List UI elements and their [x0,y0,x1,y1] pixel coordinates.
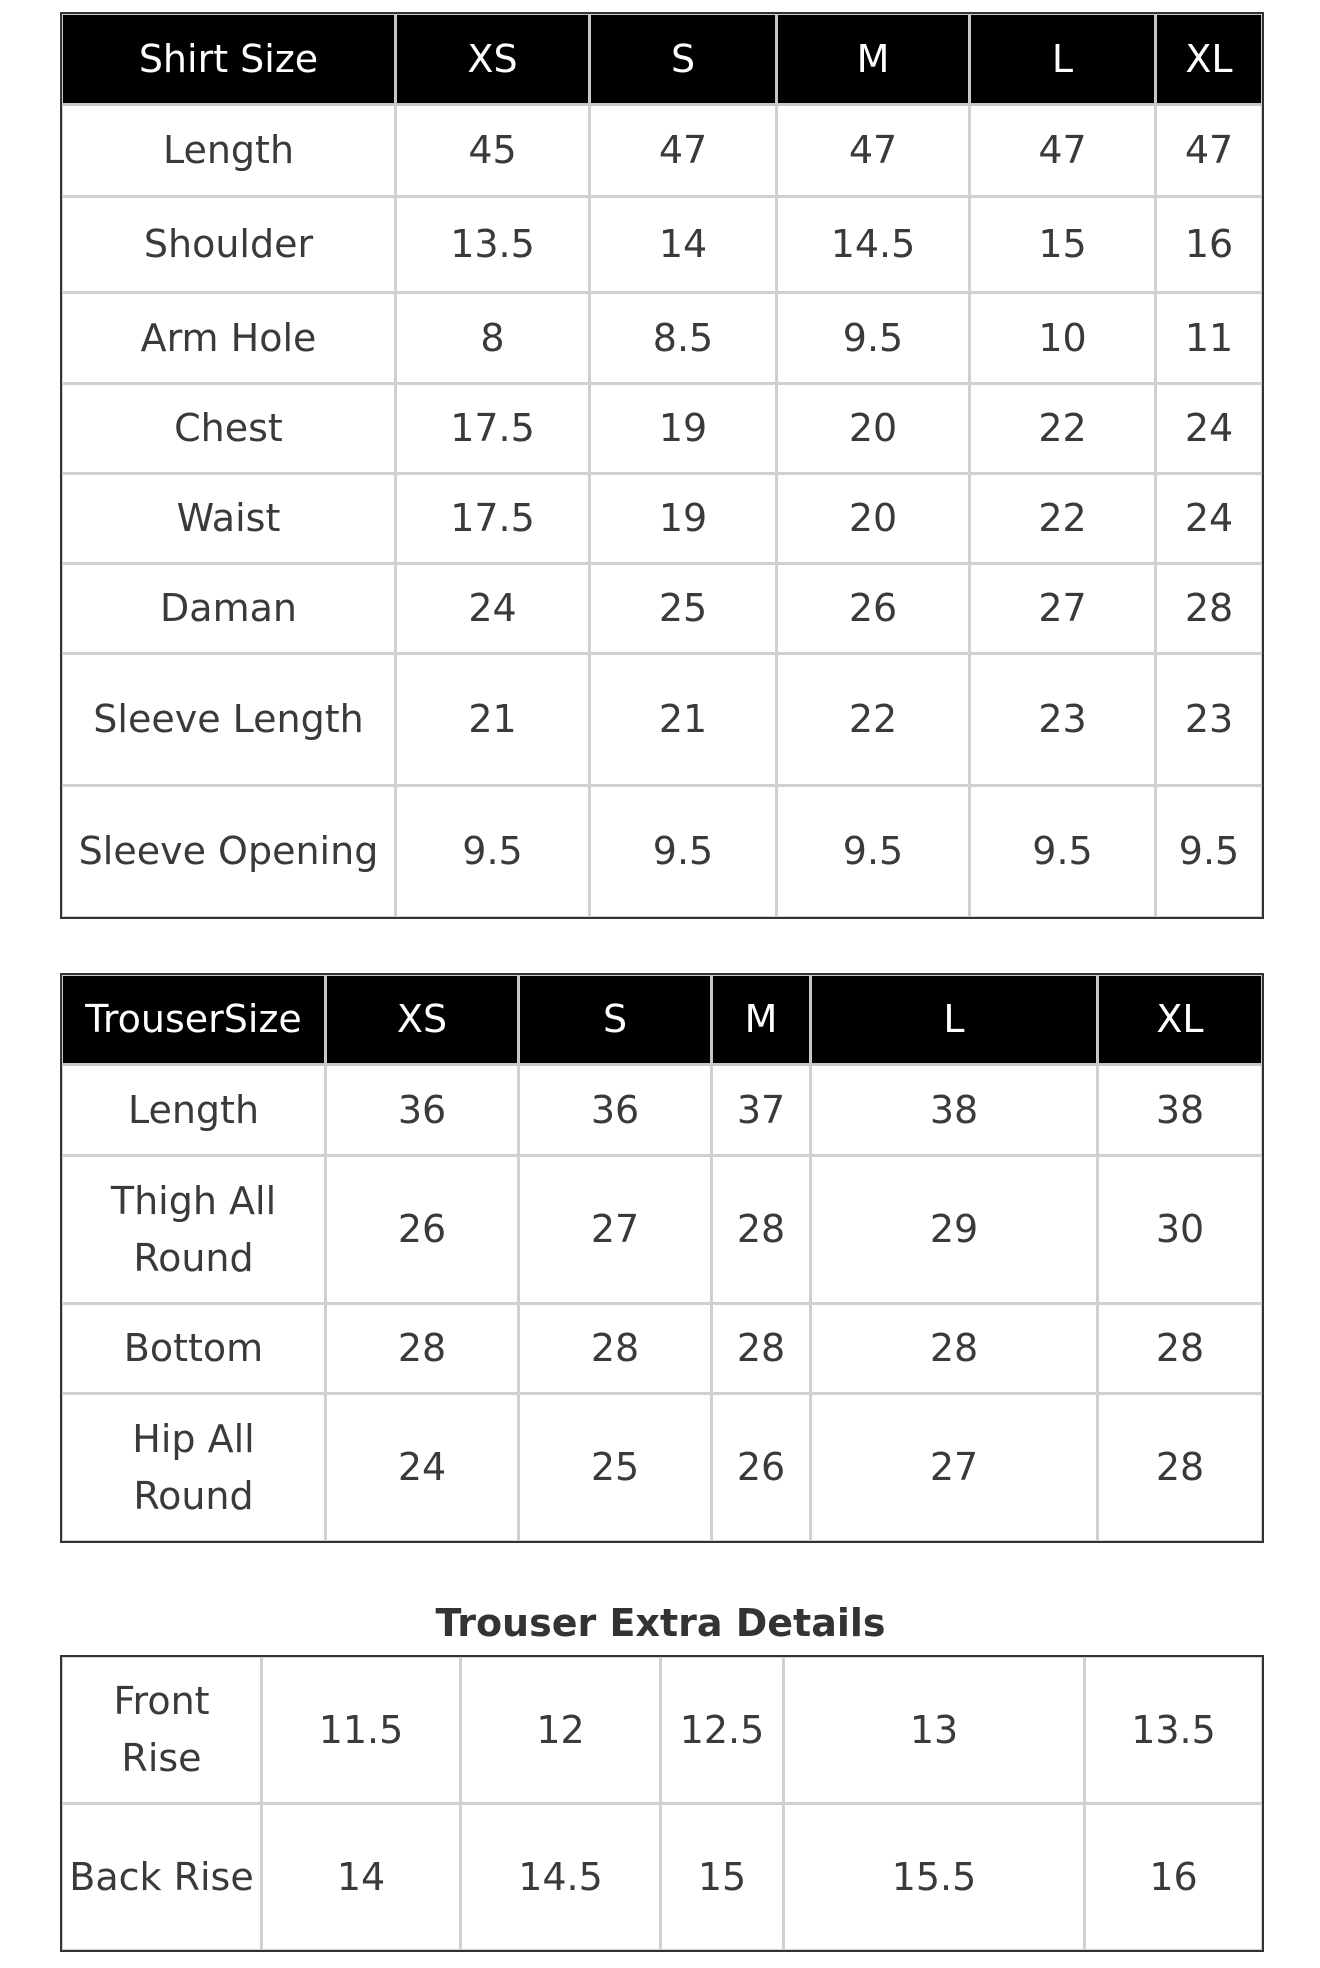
cell-value: 14 [262,1804,461,1951]
trouser-header-label: TrouserSize [62,975,326,1065]
cell-value: 12 [461,1657,661,1804]
cell-value: 9.5 [777,293,970,384]
cell-value: 9.5 [396,786,590,918]
cell-value: 36 [326,1065,519,1156]
cell-value: 25 [590,564,777,654]
cell-value: 14 [590,197,777,293]
cell-value: 11.5 [262,1657,461,1804]
cell-value: 14.5 [777,197,970,293]
cell-value: 47 [590,105,777,197]
cell-value: 8.5 [590,293,777,384]
shirt-header-xs: XS [396,14,590,105]
row-label: Front Rise [62,1657,262,1804]
cell-value: 9.5 [590,786,777,918]
cell-value: 19 [590,384,777,474]
cell-value: 22 [970,384,1156,474]
cell-value: 20 [777,474,970,564]
shirt-size-table [60,12,1264,919]
cell-value: 37 [712,1065,811,1156]
table-row [62,1156,1263,1304]
cell-value: 38 [811,1065,1098,1156]
table-row [62,1657,1263,1804]
trouser-header-xs: XS [326,975,519,1065]
trouser-header-l: L [811,975,1098,1065]
trouser-size-table [60,973,1264,1543]
table-row [62,1394,1263,1542]
cell-value: 27 [519,1156,712,1304]
cell-value: 24 [1156,384,1263,474]
row-label: Arm Hole [62,293,396,384]
trouser-header-s: S [519,975,712,1065]
cell-value: 28 [811,1304,1098,1394]
cell-value: 47 [970,105,1156,197]
cell-value: 13 [784,1657,1085,1804]
cell-value: 21 [590,654,777,786]
row-label: Waist [62,474,396,564]
cell-value: 15 [970,197,1156,293]
cell-value: 26 [326,1156,519,1304]
cell-value: 24 [1156,474,1263,564]
cell-value: 12.5 [661,1657,784,1804]
row-label: Sleeve Opening [62,786,396,918]
cell-value: 11 [1156,293,1263,384]
trouser-extra-details-title: Trouser Extra Details [435,1601,886,1645]
cell-value: 30 [1098,1156,1263,1304]
cell-value: 24 [326,1394,519,1542]
cell-value: 28 [326,1304,519,1394]
cell-value: 27 [811,1394,1098,1542]
shirt-header-s: S [590,14,777,105]
row-label: Length [62,105,396,197]
trouser-extra-details-table [60,1655,1264,1952]
row-label: Chest [62,384,396,474]
cell-value: 45 [396,105,590,197]
trouser-header-m: M [712,975,811,1065]
cell-value: 20 [777,384,970,474]
row-label: Hip All Round [62,1394,326,1542]
row-label: Daman [62,564,396,654]
table-row [62,654,1263,786]
cell-value: 15 [661,1804,784,1951]
table-row [62,564,1263,654]
cell-value: 16 [1085,1804,1263,1951]
cell-value: 22 [970,474,1156,564]
shirt-header-xl: XL [1156,14,1263,105]
cell-value: 21 [396,654,590,786]
table-row [62,293,1263,384]
trouser-header-row [62,975,1263,1065]
cell-value: 14.5 [461,1804,661,1951]
table-row [62,384,1263,474]
cell-value: 25 [519,1394,712,1542]
shirt-header-label: Shirt Size [62,14,396,105]
cell-value: 47 [1156,105,1263,197]
cell-value: 28 [1098,1394,1263,1542]
row-label: Thigh All Round [62,1156,326,1304]
shirt-header-m: M [777,14,970,105]
cell-value: 28 [1156,564,1263,654]
cell-value: 15.5 [784,1804,1085,1951]
cell-value: 9.5 [777,786,970,918]
cell-value: 17.5 [396,474,590,564]
cell-value: 38 [1098,1065,1263,1156]
cell-value: 13.5 [396,197,590,293]
cell-value: 9.5 [1156,786,1263,918]
table-row [62,1804,1263,1951]
cell-value: 26 [777,564,970,654]
cell-value: 9.5 [970,786,1156,918]
cell-value: 47 [777,105,970,197]
table-row [62,105,1263,197]
shirt-header-row [62,14,1263,105]
cell-value: 27 [970,564,1156,654]
cell-value: 26 [712,1394,811,1542]
cell-value: 8 [396,293,590,384]
cell-value: 13.5 [1085,1657,1263,1804]
cell-value: 17.5 [396,384,590,474]
table-row [62,786,1263,918]
row-label: Length [62,1065,326,1156]
cell-value: 36 [519,1065,712,1156]
shirt-header-l: L [970,14,1156,105]
cell-value: 28 [712,1156,811,1304]
cell-value: 28 [519,1304,712,1394]
cell-value: 16 [1156,197,1263,293]
row-label: Bottom [62,1304,326,1394]
cell-value: 29 [811,1156,1098,1304]
trouser-header-xl: XL [1098,975,1263,1065]
table-row [62,474,1263,564]
cell-value: 23 [1156,654,1263,786]
table-row [62,197,1263,293]
cell-value: 28 [1098,1304,1263,1394]
table-row [62,1065,1263,1156]
row-label: Back Rise [62,1804,262,1951]
cell-value: 10 [970,293,1156,384]
cell-value: 22 [777,654,970,786]
cell-value: 19 [590,474,777,564]
row-label: Shoulder [62,197,396,293]
cell-value: 28 [712,1304,811,1394]
row-label: Sleeve Length [62,654,396,786]
cell-value: 23 [970,654,1156,786]
table-row [62,1304,1263,1394]
cell-value: 24 [396,564,590,654]
